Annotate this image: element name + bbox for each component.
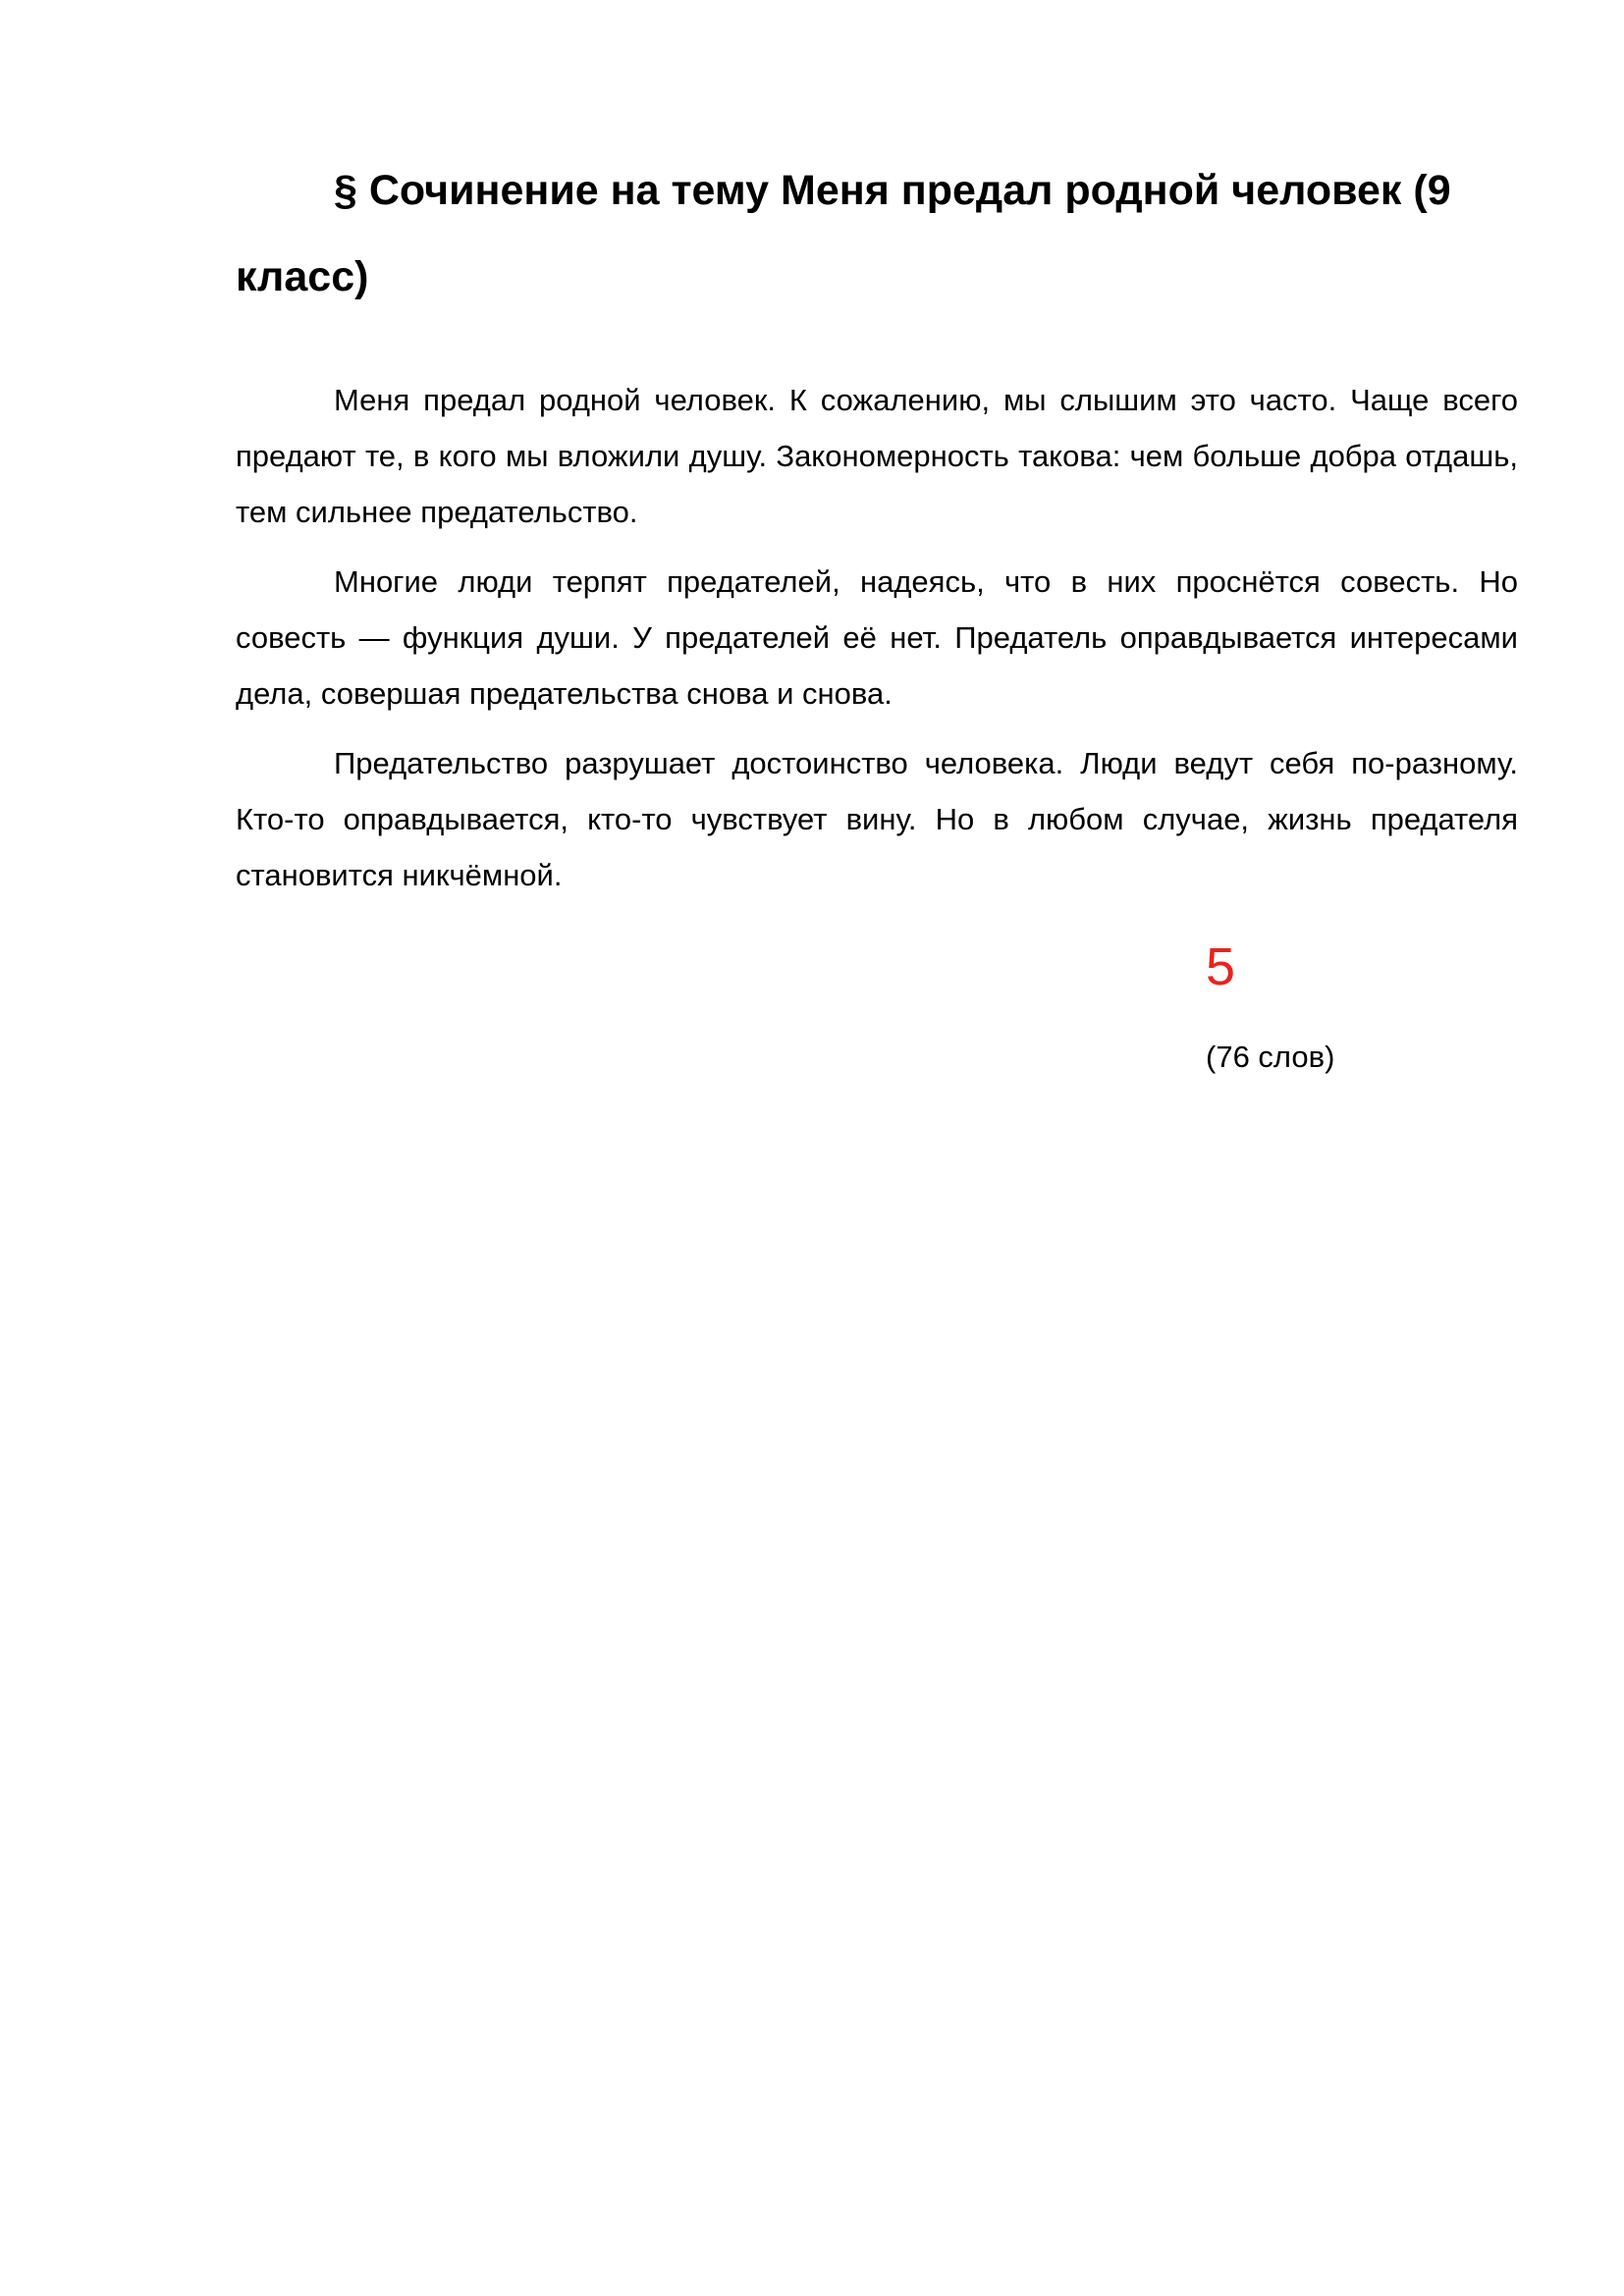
grade-mark: 5: [1206, 937, 1236, 996]
document-page: [236, 147, 1518, 917]
essay-paragraph-3: Предательство разрушает достоинство человека. Люди ведут себя по-разному. Кто-то оправдывается, кто-то чувствует вину. Но в любом случае, жизнь предателя становится никчёмной.: [236, 746, 1518, 892]
essay-body: [236, 372, 1518, 903]
essay-paragraph-1: Меня предал родной человек. К сожалению, мы слышим это часто. Чаще всего предают те, в кого мы вложили душу. Закономерность такова: чем больше добра отдашь, тем сильнее предательство.: [236, 383, 1518, 529]
word-count: (76 слов): [1206, 1040, 1335, 1074]
essay-paragraph-2: Многие люди терпят предателей, надеясь, что в них проснётся совесть. Но совесть — функция души. У предателей её нет. Предатель оправдывается интересами дела, совершая предательства снова и снова.: [236, 564, 1518, 711]
essay-title: § Сочинение на тему Меня предал родной человек (9 класс): [236, 167, 1451, 300]
